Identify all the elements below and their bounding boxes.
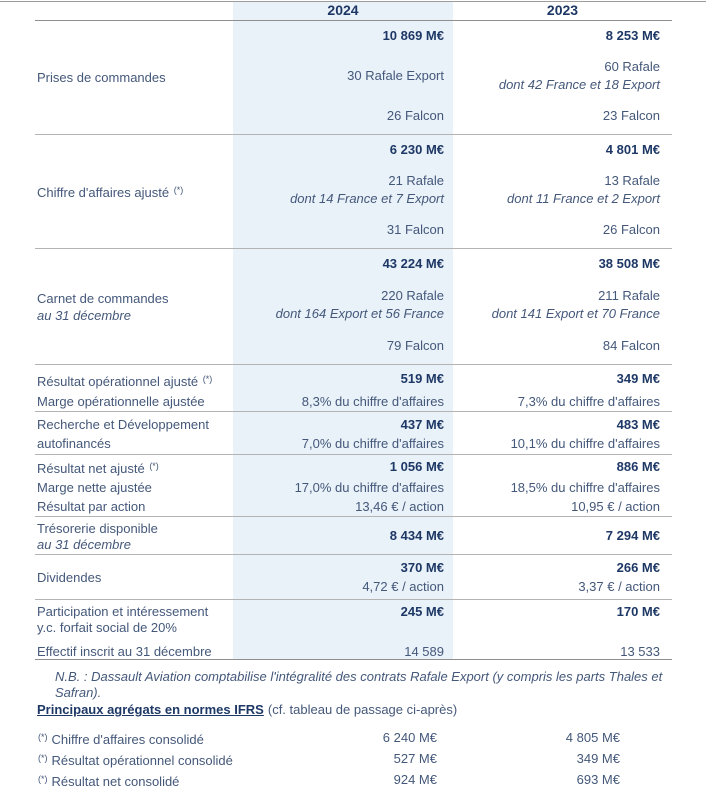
footnote-marker: (*) (173, 185, 184, 195)
label-rd-line2: autofinancés (37, 436, 111, 451)
label-resop-text: Résultat opérationnel ajusté (37, 374, 199, 389)
value-rafale-detail-2023: dont 42 France et 18 Export (498, 77, 660, 92)
ifrs-label-text: Chiffre d'affaires consolidé (51, 732, 204, 747)
value-pershare-2023: 10,95 € / action (571, 499, 660, 514)
label-marge-op: Marge opérationnelle ajustée (37, 394, 205, 409)
value-rafale-2023: 13 Rafale (604, 173, 660, 188)
value-main-2024: 519 M€ (400, 371, 444, 386)
row-resultat-net (35, 455, 672, 517)
ifrs-aggregates-section (37, 702, 637, 790)
ifrs-value-2023: 4 805 M€ (565, 730, 620, 745)
label-effectif: Effectif inscrit au 31 décembre (37, 644, 212, 659)
ifrs-row-resultat-net (37, 770, 637, 790)
label-participation-line1: Participation et intéressement (37, 604, 209, 619)
value-main-2023: 4 801 M€ (605, 142, 660, 157)
row-participation-effectif (35, 600, 672, 660)
row-resultat-operationnel (35, 365, 672, 412)
ifrs-row-label (37, 770, 285, 790)
label-participation-line2: y.c. forfait social de 20% (37, 620, 177, 635)
value-rafale-group-2023 (453, 172, 660, 208)
ifrs-row-chiffre-affaires (37, 728, 637, 749)
ifrs-title: Principaux agrégats en normes IFRS (37, 702, 264, 717)
line-value (35, 369, 672, 392)
row-label (35, 555, 233, 599)
footnote-marker: (*) (38, 774, 48, 784)
value-effectif-2024: 14 589 (404, 644, 444, 659)
value-main-2023: 8 253 M€ (605, 28, 660, 43)
value-main-2023 (453, 517, 672, 554)
ifrs-rows (37, 728, 637, 790)
label-resultat-par-action: Résultat par action (37, 499, 146, 514)
value-text: 8 434 M€ (389, 528, 444, 543)
value-pct-2024: 8,3% du chiffre d'affaires (301, 394, 444, 409)
value-pct-2023: 10,1% du chiffre d'affaires (510, 436, 660, 451)
value-text: 7 294 M€ (605, 528, 660, 543)
value-rafale-group-2024 (233, 172, 444, 208)
line-per-share (35, 497, 672, 516)
value-effectif-2023: 13 533 (620, 644, 660, 659)
value-falcon-2023: 84 Falcon (602, 338, 660, 353)
cell-2024 (233, 555, 453, 599)
header-year-2024: 2024 (327, 2, 359, 18)
value-pct-2024: 17,0% du chiffre d'affaires (294, 480, 444, 495)
cell-2023 (453, 21, 672, 134)
header-empty-cell (35, 2, 233, 20)
value-main-2023: 483 M€ (616, 417, 660, 432)
value-rafale-detail-2023: dont 141 Export et 70 France (491, 306, 660, 321)
ifrs-value-2023: 693 M€ (576, 772, 620, 787)
row-carnet-de-commandes (35, 249, 672, 365)
value-main-2024: 245 M€ (400, 604, 444, 619)
label-carnet-line2: au 31 décembre (37, 307, 131, 323)
line-pct (35, 434, 672, 453)
footnote-marker: (*) (149, 461, 159, 471)
row-label (35, 135, 233, 248)
row-recherche-developpement (35, 412, 672, 455)
value-rafale-2023: 211 Rafale (598, 288, 660, 303)
row-label (35, 21, 233, 134)
line-effectif (35, 643, 672, 661)
label-prises: Prises de commandes (37, 70, 166, 85)
label-ca-text: Chiffre d'affaires ajusté (37, 185, 170, 200)
ifrs-row-label (37, 749, 285, 770)
cell-2024 (233, 21, 453, 134)
value-rafale-2024: 220 Rafale (381, 288, 444, 303)
header-year-2023: 2023 (546, 2, 579, 18)
cell-2023 (453, 135, 672, 248)
cell-2024 (233, 249, 453, 364)
value-main-2023: 349 M€ (616, 371, 660, 386)
value-rafale-2024: 21 Rafale (388, 173, 444, 188)
value-falcon-2024: 79 Falcon (386, 338, 444, 353)
value-rafale-detail-2024: dont 14 France et 7 Export (290, 191, 444, 206)
value-main-2023: 38 508 M€ (598, 256, 660, 271)
value-falcon-2024: 31 Falcon (386, 222, 444, 237)
value-rafale-group-2024 (233, 287, 444, 323)
line-margin (35, 478, 672, 497)
value-main-2024: 1 056 M€ (389, 459, 444, 474)
label-rd-line1: Recherche et Développement (37, 417, 209, 432)
value-rafale-detail-2023: dont 11 France et 2 Export (507, 191, 660, 206)
value-rafale-group-2023 (453, 287, 660, 323)
row-prises-de-commandes (35, 21, 672, 135)
value-falcon-2023: 26 Falcon (602, 222, 660, 237)
label-treso-line2: au 31 décembre (37, 537, 131, 552)
cell-2023 (453, 249, 672, 364)
value-falcon-2024: 26 Falcon (386, 108, 444, 123)
ifrs-row-label (37, 728, 285, 749)
value-main-2023: 886 M€ (616, 459, 660, 474)
label-dividendes: Dividendes (37, 569, 102, 585)
value-pershare-2023: 3,37 € / action (578, 579, 660, 594)
value-pct-2023: 7,3% du chiffre d'affaires (517, 394, 660, 409)
nota-bene: N.B. : Dassault Aviation comptabilise l'intégralité des contrats Rafale Export (y compris les parts Thales et Safran). (55, 669, 663, 700)
row-dividendes (35, 555, 672, 600)
value-pct-2024: 7,0% du chiffre d'affaires (301, 436, 444, 451)
label-resnet (35, 457, 233, 478)
row-tresorerie-disponible (35, 517, 672, 555)
value-rafale-detail-2024: dont 164 Export et 56 France (275, 306, 444, 321)
value-main-2024: 370 M€ (400, 560, 444, 575)
footnote-marker: (*) (202, 374, 213, 384)
cell-2024 (233, 135, 453, 248)
ifrs-heading (37, 702, 637, 717)
value-main-2023: 266 M€ (616, 560, 660, 575)
label-treso-line1: Trésorerie disponible (37, 521, 158, 536)
value-main-2024: 10 869 M€ (382, 28, 444, 43)
label-resop (35, 369, 233, 392)
value-rafale-2024: 30 Rafale Export (347, 68, 444, 83)
line-margin (35, 392, 672, 412)
label-carnet-line1: Carnet de commandes (37, 290, 169, 306)
value-main-2024: 437 M€ (400, 417, 444, 432)
value-main-2024 (233, 517, 453, 554)
ifrs-value-2023: 349 M€ (576, 751, 620, 766)
value-pershare-2024: 13,46 € / action (355, 499, 444, 514)
value-main-2024: 6 230 M€ (389, 142, 444, 157)
value-falcon-2023: 23 Falcon (602, 108, 660, 123)
label-ca (37, 182, 233, 201)
ifrs-row-resultat-operationnel (37, 749, 637, 770)
ifrs-label-text: Résultat opérationnel consolidé (51, 753, 233, 768)
row-chiffre-affaires-ajuste (35, 135, 672, 249)
line-value (35, 415, 672, 434)
ifrs-value-2024: 6 240 M€ (382, 730, 437, 745)
ifrs-label-text: Résultat net consolidé (51, 774, 180, 789)
ifrs-value-2024: 924 M€ (393, 772, 437, 787)
table-header-row (35, 2, 672, 21)
key-figures-table (35, 2, 672, 660)
row-label (35, 249, 233, 364)
value-rafale-2023: 60 Rafale (604, 59, 660, 74)
value-rafale-group-2023 (453, 58, 660, 94)
row-label (35, 517, 233, 554)
footnote-marker: (*) (38, 732, 48, 742)
cell-2023 (453, 555, 672, 599)
footnote-marker: (*) (38, 753, 48, 763)
line-value (35, 457, 672, 478)
label-resnet-text: Résultat net ajusté (37, 461, 145, 476)
ifrs-value-2024: 527 M€ (393, 751, 437, 766)
label-participation (35, 604, 233, 636)
value-pershare-2024: 4,72 € / action (362, 579, 444, 594)
ifrs-subtitle: (cf. tableau de passage ci-après) (267, 702, 458, 717)
label-marge-nette: Marge nette ajustée (37, 480, 152, 495)
value-pct-2023: 18,5% du chiffre d'affaires (510, 480, 660, 495)
line-participation (35, 604, 672, 636)
value-main-2023: 170 M€ (616, 604, 660, 619)
value-main-2024: 43 224 M€ (382, 256, 444, 271)
